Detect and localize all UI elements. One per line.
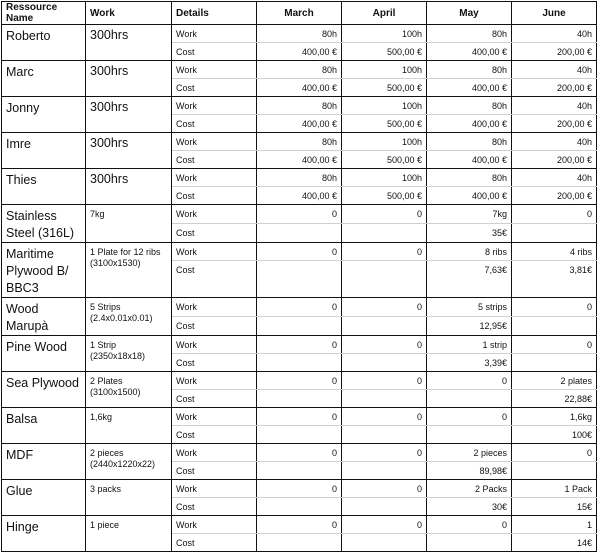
table-row-work [2,243,597,261]
header-month-may: May [427,2,512,25]
resource-name: Marc [2,61,86,97]
work-value-march: 0 [257,298,342,317]
header-resource-name: Ressource Name [2,2,86,25]
work-value-april: 0 [342,205,427,224]
work-value-march: 80h [257,133,342,151]
resource-work: 1,6kg [86,408,172,444]
table-row-work [2,444,597,462]
detail-label-cost: Cost [172,462,257,480]
cost-value-june [512,224,597,243]
work-value-may: 80h [427,61,512,79]
cost-value-june: 15€ [512,498,597,516]
cost-value-june: 200,00 € [512,115,597,133]
cost-value-april [342,390,427,408]
table-row-work [2,169,597,187]
work-value-march: 0 [257,480,342,498]
work-value-may: 1 strip [427,336,512,354]
cost-value-march: 400,00 € [257,151,342,169]
work-value-april: 100h [342,61,427,79]
cost-value-june: 200,00 € [512,79,597,97]
detail-label-work: Work [172,25,257,43]
resource-work: 2 Plates (3100x1500) [86,372,172,408]
work-value-march: 80h [257,61,342,79]
work-value-may: 2 pieces [427,444,512,462]
resource-work: 1 piece [86,516,172,552]
work-value-april: 100h [342,133,427,151]
cost-value-may: 89,98€ [427,462,512,480]
work-value-june: 40h [512,25,597,43]
resource-table [1,1,597,552]
cost-value-may: 35€ [427,224,512,243]
cost-value-april: 500,00 € [342,187,427,205]
work-value-march: 0 [257,205,342,224]
work-value-june: 0 [512,298,597,317]
work-value-march: 0 [257,444,342,462]
resource-work: 300hrs [86,133,172,169]
work-value-may: 80h [427,25,512,43]
table-row-work [2,516,597,534]
work-value-april: 0 [342,372,427,390]
cost-value-march [257,224,342,243]
detail-label-work: Work [172,336,257,354]
resource-name: Sea Plywood [2,372,86,408]
cost-value-may: 30€ [427,498,512,516]
cost-value-june: 14€ [512,534,597,552]
cost-value-may: 12,95€ [427,317,512,336]
cost-value-june [512,462,597,480]
resource-name: Roberto [2,25,86,61]
cost-value-april [342,354,427,372]
detail-label-cost: Cost [172,390,257,408]
resource-name: Jonny [2,97,86,133]
work-value-may: 0 [427,372,512,390]
cost-value-april: 500,00 € [342,151,427,169]
detail-label-work: Work [172,480,257,498]
work-value-june: 1 [512,516,597,534]
cost-value-june: 200,00 € [512,43,597,61]
cost-value-may [427,390,512,408]
cost-value-april [342,261,427,298]
cost-value-april [342,462,427,480]
table-row-work [2,205,597,224]
work-value-march: 80h [257,97,342,115]
cost-value-april: 500,00 € [342,79,427,97]
work-value-march: 0 [257,408,342,426]
resource-name: Balsa [2,408,86,444]
cost-value-may [427,534,512,552]
cost-value-may: 400,00 € [427,79,512,97]
work-value-june: 40h [512,97,597,115]
resource-name: Thies [2,169,86,205]
work-value-may: 8 ribs [427,243,512,261]
resource-work: 2 pieces (2440x1220x22) [86,444,172,480]
detail-label-work: Work [172,61,257,79]
cost-value-may: 7,63€ [427,261,512,298]
resource-work: 1 Plate for 12 ribs (3100x1530) [86,243,172,298]
header-details: Details [172,2,257,25]
cost-value-june: 200,00 € [512,151,597,169]
cost-value-may: 400,00 € [427,187,512,205]
work-value-march: 0 [257,336,342,354]
resource-name: Imre [2,133,86,169]
cost-value-june: 22,88€ [512,390,597,408]
cost-value-april: 500,00 € [342,115,427,133]
cost-value-june: 100€ [512,426,597,444]
cost-value-march: 400,00 € [257,187,342,205]
detail-label-work: Work [172,372,257,390]
table-row-work [2,408,597,426]
work-value-june: 0 [512,336,597,354]
work-value-may: 0 [427,408,512,426]
table-row-work [2,25,597,43]
work-value-april: 100h [342,169,427,187]
work-value-june: 1,6kg [512,408,597,426]
work-value-april: 100h [342,97,427,115]
resource-work: 300hrs [86,25,172,61]
detail-label-work: Work [172,169,257,187]
work-value-june: 40h [512,61,597,79]
cost-value-april [342,426,427,444]
resource-name: Hinge [2,516,86,552]
cost-value-june [512,317,597,336]
detail-label-work: Work [172,298,257,317]
work-value-may: 5 strips [427,298,512,317]
work-value-june: 0 [512,444,597,462]
work-value-may: 80h [427,97,512,115]
cost-value-march [257,317,342,336]
work-value-march: 80h [257,169,342,187]
resource-work: 5 Strips (2.4x0.01x0.01) [86,298,172,336]
cost-value-march [257,426,342,444]
resource-work: 1 Strip (2350x18x18) [86,336,172,372]
work-value-may: 80h [427,169,512,187]
detail-label-cost: Cost [172,426,257,444]
cost-value-march: 400,00 € [257,43,342,61]
table-row-work [2,372,597,390]
detail-label-work: Work [172,408,257,426]
detail-label-work: Work [172,97,257,115]
detail-label-work: Work [172,444,257,462]
work-value-april: 0 [342,298,427,317]
work-value-march: 0 [257,516,342,534]
work-value-march: 0 [257,372,342,390]
work-value-june: 40h [512,169,597,187]
cost-value-march [257,354,342,372]
detail-label-cost: Cost [172,79,257,97]
detail-label-cost: Cost [172,43,257,61]
work-value-april: 0 [342,336,427,354]
resource-name: Pine Wood [2,336,86,372]
resource-name: Maritime Plywood B/ BBC3 [2,243,86,298]
header-month-june: June [512,2,597,25]
header-month-march: March [257,2,342,25]
header-month-april: April [342,2,427,25]
table-row-work [2,480,597,498]
work-value-march: 0 [257,243,342,261]
detail-label-cost: Cost [172,534,257,552]
cost-value-march: 400,00 € [257,79,342,97]
detail-label-work: Work [172,516,257,534]
detail-label-cost: Cost [172,151,257,169]
work-value-june: 1 Pack [512,480,597,498]
cost-value-april [342,498,427,516]
table-body [2,25,597,552]
resource-name: Glue [2,480,86,516]
table-row-work [2,336,597,354]
work-value-march: 80h [257,25,342,43]
cost-value-april [342,534,427,552]
detail-label-cost: Cost [172,261,257,298]
cost-value-may: 400,00 € [427,115,512,133]
cost-value-may [427,426,512,444]
table-row-work [2,133,597,151]
work-value-may: 7kg [427,205,512,224]
resource-work: 300hrs [86,169,172,205]
cost-value-april [342,224,427,243]
detail-label-cost: Cost [172,187,257,205]
work-value-june: 2 plates [512,372,597,390]
cost-value-april: 500,00 € [342,43,427,61]
detail-label-cost: Cost [172,354,257,372]
table-row-work [2,61,597,79]
work-value-april: 0 [342,408,427,426]
work-value-april: 100h [342,25,427,43]
work-value-april: 0 [342,516,427,534]
cost-value-march: 400,00 € [257,115,342,133]
cost-value-may: 3,39€ [427,354,512,372]
cost-value-march [257,390,342,408]
cost-value-may: 400,00 € [427,151,512,169]
header-row [2,2,597,25]
cost-value-april [342,317,427,336]
work-value-april: 0 [342,444,427,462]
detail-label-work: Work [172,205,257,224]
work-value-april: 0 [342,480,427,498]
resource-work: 7kg [86,205,172,243]
detail-label-cost: Cost [172,317,257,336]
cost-value-march [257,534,342,552]
cost-value-june [512,354,597,372]
resource-work: 3 packs [86,480,172,516]
resource-name: Stainless Steel (316L) [2,205,86,243]
detail-label-work: Work [172,243,257,261]
cost-value-march [257,261,342,298]
work-value-june: 40h [512,133,597,151]
detail-label-cost: Cost [172,115,257,133]
detail-label-cost: Cost [172,224,257,243]
cost-value-may: 400,00 € [427,43,512,61]
work-value-june: 0 [512,205,597,224]
detail-label-work: Work [172,133,257,151]
work-value-may: 80h [427,133,512,151]
work-value-may: 0 [427,516,512,534]
resource-name: MDF [2,444,86,480]
work-value-may: 2 Packs [427,480,512,498]
resource-work: 300hrs [86,61,172,97]
header-work: Work [86,2,172,25]
cost-value-june: 200,00 € [512,187,597,205]
cost-value-march [257,498,342,516]
cost-value-march [257,462,342,480]
resource-work: 300hrs [86,97,172,133]
work-value-april: 0 [342,243,427,261]
resource-name: Wood Marupà [2,298,86,336]
work-value-june: 4 ribs [512,243,597,261]
table-row-work [2,298,597,317]
detail-label-cost: Cost [172,498,257,516]
table-row-work [2,97,597,115]
cost-value-june: 3,81€ [512,261,597,298]
